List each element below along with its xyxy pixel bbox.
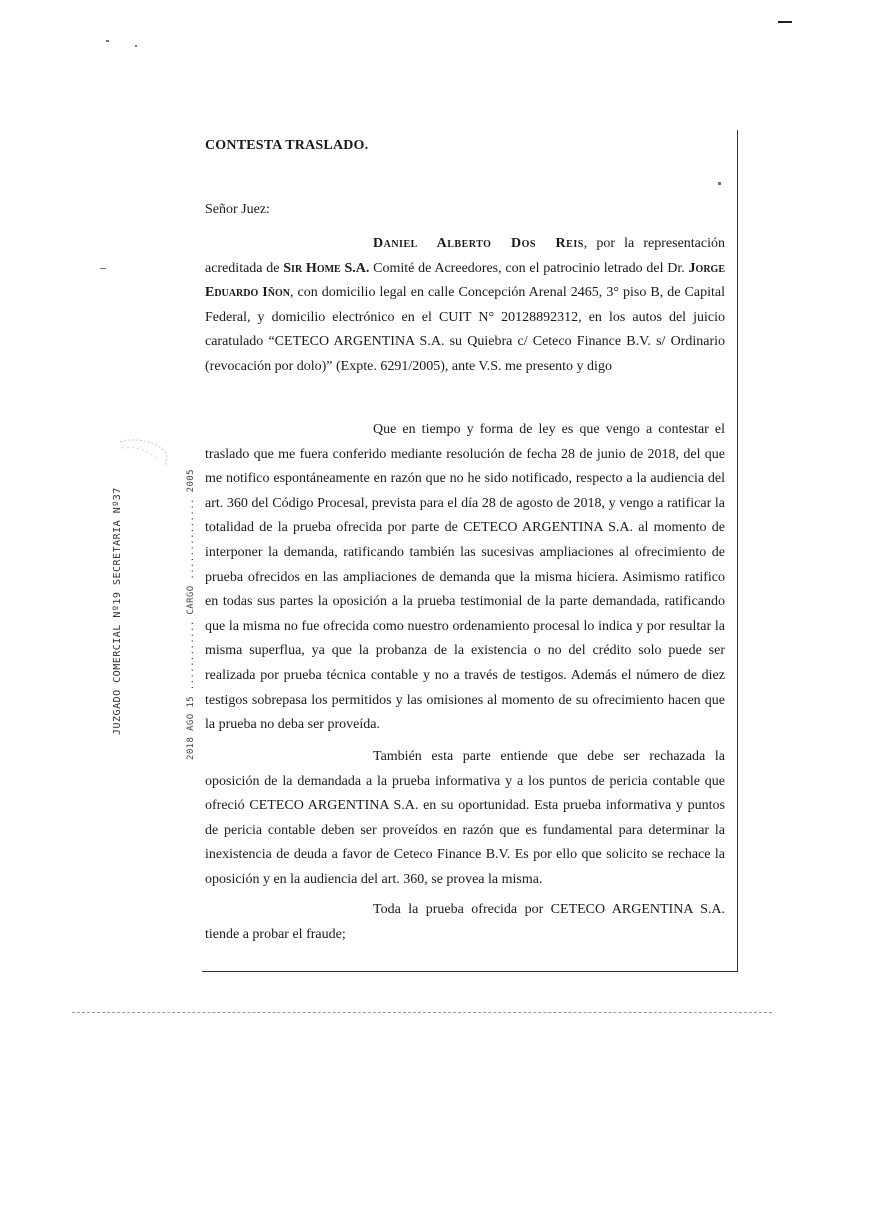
receipt-stamp: 2018 AGO 15 ............ CARGO .............. 2005 [186, 469, 196, 760]
faint-mark [118, 436, 174, 476]
fold-line [72, 1012, 772, 1013]
presenter-name: Daniel Alberto Dos Reis [373, 236, 584, 251]
paragraph-presentation: Daniel Alberto Dos Reis, por la representación acreditada de Sir Home S.A. Comité de Acreedores, con el patrocinio letrado del Dr. Jorge Eduardo Iñon, con domicilio legal en calle Concepción Arenal 2465, 3° piso B, de Capital Federal, y domicilio electrónico en el CUIT N° 20128892312, en los autos del juicio caratulado “CETECO ARGENTINA S.A. su Quiebra c/ Ceteco Finance B.V. s/ Ordinario (revocación por dolo)” (Expte. 6291/2005), ante V.S. me presento y digo [205, 236, 725, 374]
scan-speck [135, 45, 137, 47]
scan-mark [778, 21, 792, 23]
scan-speck [106, 40, 109, 42]
scan-speck [100, 268, 106, 269]
company-name: Sir Home S.A. [283, 260, 370, 276]
scan-speck [718, 182, 721, 185]
salutation: Señor Juez: [205, 202, 270, 217]
court-stamp: JUZGADO COMERCIAL Nº19 SECRETARIA Nº37 [112, 487, 123, 735]
paragraph-opposition: También esta parte entiende que debe ser rechazada la oposición de la demandada a la prueba informativa y a los puntos de pericia contable que ofreció CETECO ARGENTINA S.A. en su oportunidad. Esta prueba informativa y puntos de pericia contable deben ser proveídos en razón que es fundamental para determinar la inexistencia de deuda a favor de Ceteco Finance B.V. Es por ello que solicito se rechace la oposición y en la audiencia del art. 360, se provea la misma. [205, 749, 725, 887]
document-title: CONTESTA TRASLADO. [205, 138, 369, 153]
lawyer-name: Jorge Eduardo Iñon [205, 260, 725, 301]
paragraph-ratification: Que en tiempo y forma de ley es que vengo a contestar el traslado que me fuera conferido mediante resolución de fecha 28 de junio de 2018, del que me notifico espontáneamente en razón que no he sido notificado, respecto a la audiencia del art. 360 del Código Procesal, prevista para el día 28 de agosto de 2018, y vengo a ratificar la totalidad de la prueba ofrecida por parte de CETECO ARGENTINA S.A. al momento de interponer la demanda, ratificando también las sucesivas ampliaciones al ofrecimiento de prueba ofrecidos en las ampliaciones de demanda que la misma hiciera. Asimismo ratifico en todas sus partes la oposición a la prueba testimonial de la parte demandada, ratificando que la misma no fue ofrecida como nuestro ordenamiento procesal lo indica y por resultar la misma superflua, ya que la probanza de la existencia o no del crédito solo puede ser realizada por prueba técnica contable y no a través de testigos. Además el número de diez testigos sobrepasa los permitidos y las omisiones al momento de su ofrecimiento hacen que la prueba no deba ser proveída. [205, 422, 725, 733]
margin-rule-right [737, 130, 738, 972]
paragraph-fraud: Toda la prueba ofrecida por CETECO ARGENTINA S.A. tiende a probar el fraude; [205, 902, 725, 942]
margin-rule-bottom [202, 971, 738, 972]
